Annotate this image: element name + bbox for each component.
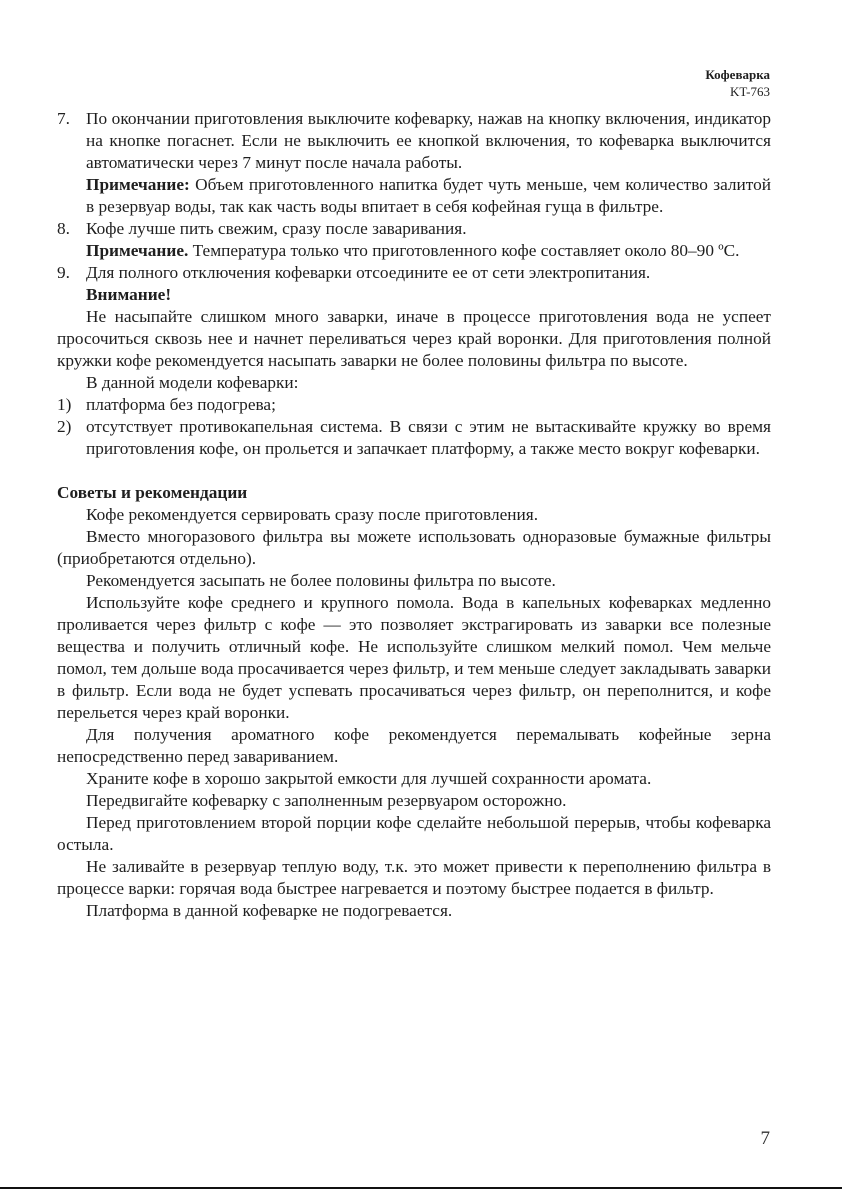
item-text: Кофе лучше пить свежим, сразу после заваривания. (86, 219, 467, 238)
item-text: Для полного отключения кофеварки отсоедините ее от сети электропитания. (86, 263, 651, 282)
item-text: отсутствует противокапельная система. В связи с этим не вытаскивайте кружку во время приготовления кофе, он прольется и запачкает платформу, а также место вокруг кофеварки. (86, 417, 771, 458)
page-header (705, 66, 770, 100)
list-item-7 (57, 108, 771, 218)
item-number: 7. (57, 109, 70, 128)
tip-paragraph: Кофе рекомендуется сервировать сразу после приготовления. (86, 505, 539, 524)
item-note (86, 240, 771, 262)
tip-paragraph: Не заливайте в резервуар теплую воду, т.к. это может привести к переполнению фильтра в процессе варки: горячая вода быстрее нагревается и поэтому быстрее подается в фильтр. (57, 857, 771, 898)
model-number: KT-763 (730, 84, 770, 99)
tip-paragraph: Платформа в данной кофеварке не подогревается. (86, 901, 453, 920)
note-label: Примечание: (86, 175, 190, 194)
tip-paragraph: Передвигайте кофеварку с заполненным резервуаром осторожно. (86, 791, 567, 810)
page-content (57, 108, 771, 922)
note-text: Объем приготовленного напитка будет чуть меньше, чем количество залитой в резервуар воды, так как часть воды впитает в себя кофейная гуща в фильтре. (86, 175, 771, 216)
tips-title: Советы и рекомендации (57, 483, 248, 502)
item-text: По окончании приготовления выключите кофеварку, нажав на кнопку включения, индикатор на кнопке погаснет. Если не выключить ее кнопкой включения, то кофеварка выключится автоматически через 7 минут после начала работы. (86, 109, 771, 172)
item-note (86, 174, 771, 218)
tip-paragraph: Рекомендуется засыпать не более половины фильтра по высоте. (86, 571, 556, 590)
note-text: Температура только что приготовленного кофе составляет около 80–90 ºС. (188, 241, 740, 260)
list-item-9 (57, 262, 771, 284)
item-number: 8. (57, 219, 70, 238)
note-label: Примечание. (86, 241, 189, 260)
item-text: платформа без подогрева; (86, 395, 276, 414)
tip-paragraph: Вместо многоразового фильтра вы можете использовать одноразовые бумажные фильтры (приобретаются отдельно). (57, 527, 771, 568)
item-number: 2) (57, 417, 72, 436)
item-number: 9. (57, 263, 70, 282)
model-intro: В данной модели кофеварки: (86, 373, 299, 392)
item-number: 1) (57, 395, 72, 414)
tip-paragraph: Для получения ароматного кофе рекомендуется перемалывать кофейные зерна непосредственно перед завариванием. (57, 725, 771, 766)
page-number: 7 (760, 1128, 770, 1149)
tip-paragraph: Храните кофе в хорошо закрытой емкости для лучшей сохранности аромата. (86, 769, 652, 788)
product-name: Кофеварка (705, 67, 770, 82)
warning-paragraph: Не насыпайте слишком много заварки, иначе в процессе приготовления вода не успеет просочиться сквозь нее и начнет переливаться через край воронки. Для приготовления полной кружки кофе рекомендуется насыпать заварки не более половины фильтра по высоте. (57, 307, 771, 370)
tip-paragraph: Перед приготовлением второй порции кофе сделайте небольшой перерыв, чтобы кофеварка остыла. (57, 813, 771, 854)
bottom-rule (0, 1187, 842, 1189)
feature-item (57, 394, 771, 416)
feature-item (57, 416, 771, 460)
warning-title: Внимание! (86, 285, 172, 304)
tip-paragraph: Используйте кофе среднего и крупного помола. Вода в капельных кофеварках медленно проливается через фильтр с кофе — это позволяет экстрагировать из заварки все полезные вещества и получить отличный кофе. Не используйте слишком мелкий помол. Чем мельче помол, тем дольше вода просачивается через фильтр, и тем меньше следует закладывать заварки в фильтр. Если вода не будет успевать просачиваться через фильтр, он переполнится, и кофе перельется через край воронки. (57, 593, 771, 722)
list-item-8 (57, 218, 771, 262)
